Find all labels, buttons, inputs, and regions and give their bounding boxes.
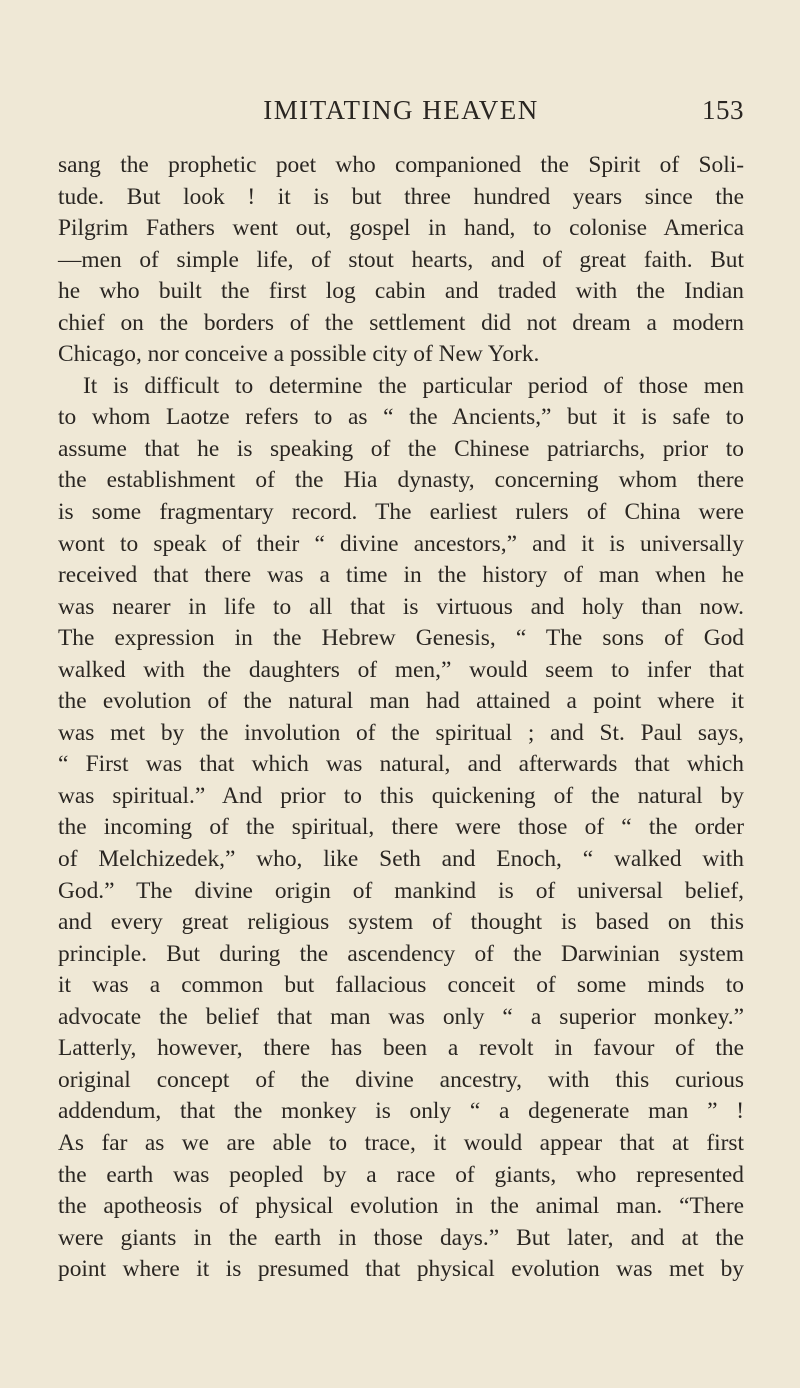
text-line: the earth was peopled by a race of giants, who represented bbox=[58, 1161, 744, 1188]
text-line: —men of simple life, of stout hearts, and of great faith. But bbox=[58, 246, 744, 273]
text-line: the apotheosis of physical evolution in the animal man. “There bbox=[58, 1193, 744, 1220]
paragraph-start-line: It is difficult to determine the particular period of those men bbox=[83, 372, 744, 399]
text-line: original concept of the divine ancestry, with this curious bbox=[58, 1066, 744, 1093]
text-line: was nearer in life to all that is virtuous and holy than now. bbox=[58, 593, 744, 620]
text-line: advocate the belief that man was only “ a superior monkey.” bbox=[58, 1003, 744, 1030]
text-line: were giants in the earth in those days.” But later, and at the bbox=[58, 1224, 744, 1251]
page-number: 153 bbox=[702, 95, 744, 125]
text-line: As far as we are able to trace, it would appear that at first bbox=[58, 1129, 744, 1156]
text-line: wont to speak of their “ divine ancestors,” and it is universally bbox=[58, 530, 744, 557]
text-line: point where it is presumed that physical evolution was met by bbox=[58, 1256, 744, 1283]
text-line: Latterly, however, there has been a revolt in favour of the bbox=[58, 1035, 744, 1062]
text-line: addendum, that the monkey is only “ a degenerate man ” ! bbox=[58, 1098, 744, 1125]
text-line: assume that he is speaking of the Chinese patriarchs, prior to bbox=[58, 435, 744, 462]
text-line: it was a common but fallacious conceit of some minds to bbox=[58, 972, 744, 999]
running-title: IMITATING HEAVEN bbox=[263, 95, 539, 125]
text-line: he who built the first log cabin and traded with the Indian bbox=[58, 278, 744, 305]
text-line: Chicago, nor conceive a possible city of New York. bbox=[58, 341, 540, 368]
text-line: the establishment of the Hia dynasty, concerning whom there bbox=[58, 467, 744, 494]
text-line: received that there was a time in the history of man when he bbox=[58, 562, 744, 589]
text-line: The expression in the Hebrew Genesis, “ The sons of God bbox=[58, 625, 744, 652]
text-line: the evolution of the natural man had attained a point where it bbox=[58, 688, 744, 715]
text-line: and every great religious system of thought is based on this bbox=[58, 909, 744, 936]
running-head bbox=[58, 92, 744, 128]
text-line: God.” The divine origin of mankind is of universal belief, bbox=[58, 877, 744, 904]
text-line: principle. But during the ascendency of the Darwinian system bbox=[58, 940, 744, 967]
text-line: chief on the borders of the settlement did not dream a modern bbox=[58, 309, 744, 336]
text-line: was met by the involution of the spiritual ; and St. Paul says, bbox=[58, 719, 744, 746]
text-line: to whom Laotze refers to as “ the Ancients,” but it is safe to bbox=[58, 404, 744, 431]
text-line: tude. But look ! it is but three hundred years since the bbox=[58, 183, 744, 210]
text-line: sang the prophetic poet who companioned the Spirit of Soli- bbox=[58, 152, 744, 178]
text-line: Pilgrim Fathers went out, gospel in hand, to colonise America bbox=[58, 215, 744, 242]
body-text bbox=[58, 150, 744, 1286]
text-line: was spiritual.” And prior to this quickening of the natural by bbox=[58, 782, 744, 809]
text-line: “ First was that which was natural, and afterwards that which bbox=[58, 751, 744, 778]
text-line: walked with the daughters of men,” would seem to infer that bbox=[58, 656, 744, 683]
text-line: is some fragmentary record. The earliest rulers of China were bbox=[58, 499, 744, 526]
text-line: of Melchizedek,” who, like Seth and Enoch, “ walked with bbox=[58, 846, 744, 873]
text-line: the incoming of the spiritual, there were those of “ the order bbox=[58, 814, 744, 841]
